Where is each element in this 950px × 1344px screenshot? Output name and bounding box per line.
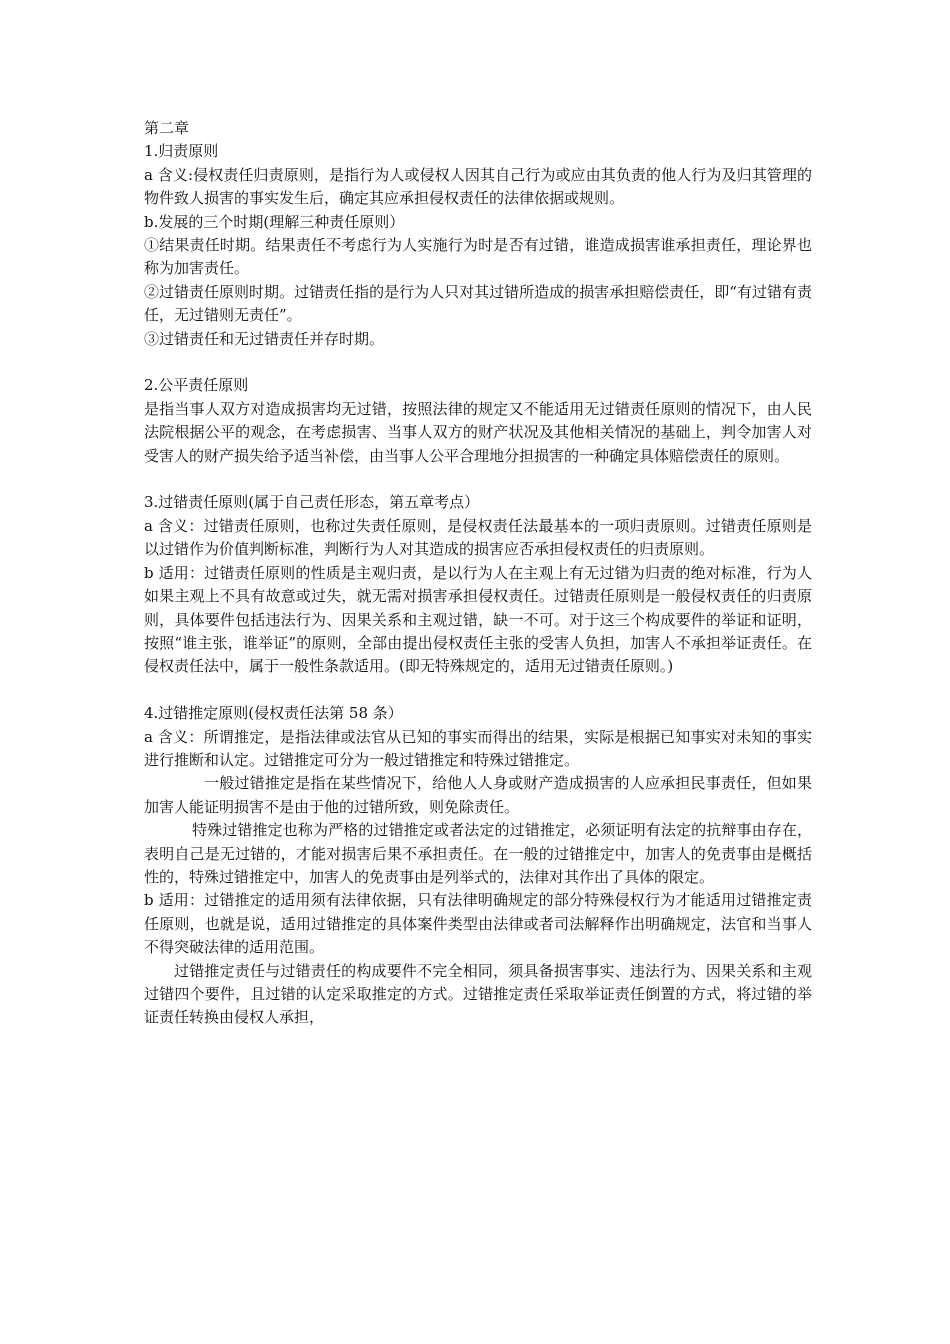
section-2-heading: 2.公平责任原则	[144, 376, 249, 395]
section-4-heading: 4.过错推定原则(侵权责任法第 58 条）	[144, 704, 403, 723]
chapter-heading: 第二章	[144, 119, 190, 137]
section-4-paragraph: a 含义：所谓推定，是指法律或法官从已知的事实而得出的结果，实际是根据已知事实对未知的事实进行推断和认定。过错推定可分为一般过错推定和特殊过错推定。	[144, 727, 812, 769]
section-2-paragraph: 是指当事人双方对造成损害均无过错，按照法律的规定又不能适用无过错责任原则的情况下，由人民法院根据公平的观念，在考虑损害、当事人双方的财产状况及其他相关情况的基础上，判令加害人对受害人的财产损失给予适当补偿，由当事人公平合理地分担损害的一种确定具体赔偿责任的原则。	[144, 399, 812, 465]
document-body	[144, 117, 812, 1030]
section-1-paragraph: ②过错责任原则时期。过错责任指的是行为人只对其过错所造成的损害承担赔偿责任，即“有过错有责任，无过错则无责任”。	[144, 282, 812, 325]
blank-line	[144, 468, 812, 491]
section-1-heading: 1.归责原则	[144, 142, 219, 161]
blank-line	[144, 679, 812, 702]
section-4-paragraph: b 适用：过错推定的适用须有法律依据，只有法律明确规定的部分特殊侵权行为才能适用过错推定责任原则，也就是说，适用过错推定的具体案件类型由法律或者司法解释作出明确规定，法官和当事人不得突破法律的适用范围。	[144, 891, 812, 957]
section-4-paragraph: 一般过错推定是指在某些情况下，给他人人身或财产造成损害的人应承担民事责任，但如果加害人能证明损害不是由于他的过错所致，则免除责任。	[144, 774, 812, 816]
section-3-paragraph: b 适用：过错责任原则的性质是主观归责，是以行为人在主观上有无过错为归责的绝对标准，行为人如果主观上不具有故意或过失，就无需对损害承担侵权责任。过错责任原则是一般侵权责任的归责原则，具体要件包括违法行为、因果关系和主观过错，缺一不可。对于这三个构成要件的举证和证明，按照“谁主张，谁举证”的原则，全部由提出侵权责任主张的受害人负担，加害人不承担举证责任。在侵权责任法中，属于一般性条款适用。(即无特殊规定的，适用无过错责任原则。)	[144, 563, 812, 676]
section-1-paragraph: ③过错责任和无过错责任并存时期。	[144, 329, 385, 348]
section-1-paragraph: a 含义:侵权责任归责原则，是指行为人或侵权人因其自己行为或应由其负责的他人行为及归其管理的物件致人损害的事实发生后，确定其应承担侵权责任的法律依据或规则。	[144, 165, 812, 208]
section-1-paragraph: ①结果责任时期。结果责任不考虑行为人实施行为时是否有过错，谁造成损害谁承担责任，理论界也称为加害责任。	[144, 236, 812, 278]
blank-line	[144, 351, 812, 374]
section-3-heading: 3.过错责任原则(属于自己责任形态，第五章考点）	[144, 493, 480, 512]
section-4-paragraph: 特殊过错推定也称为严格的过错推定或者法定的过错推定，必须证明有法定的抗辩事由存在，表明自己是无过错的，才能对损害后果不承担责任。在一般的过错推定中，加害人的免责事由是概括性的，特殊过错推定中，加害人的免责事由是列举式的，法律对其作出了具体的限定。	[144, 821, 812, 886]
section-4-paragraph: 过错推定责任与过错责任的构成要件不完全相同，须具备损害事实、违法行为、因果关系和主观过错四个要件，且过错的认定采取推定的方式。过错推定责任采取举证责任倒置的方式，将过错的举证责任转换由侵权人承担，	[144, 961, 812, 1027]
section-3-paragraph: a 含义：过错责任原则，也称过失责任原则，是侵权责任法最基本的一项归责原则。过错责任原则是以过错作为价值判断标准，判断行为人对其造成的损害应否承担侵权责任的归责原则。	[144, 516, 812, 559]
section-1-subheading: b.发展的三个时期(理解三种责任原则）	[144, 212, 405, 231]
